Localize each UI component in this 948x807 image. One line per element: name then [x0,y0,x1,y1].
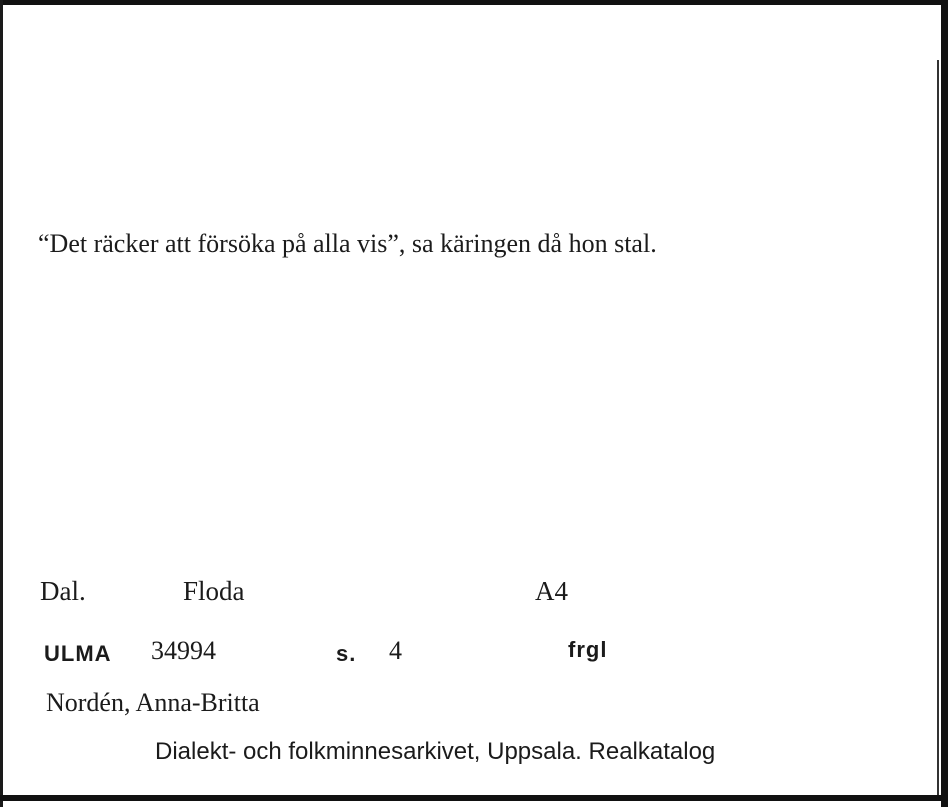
card-border-left [0,0,3,807]
page-number: 4 [389,636,402,665]
region-label: Dal. [40,576,86,606]
archive-number: 34994 [151,636,216,665]
card-border-right-inner [937,60,939,800]
archive-label: ULMA [44,641,112,666]
category-label: frgl [568,637,608,662]
collector-name: Nordén, Anna-Britta [46,688,260,717]
proverb-text: “Det räcker att försöka på alla vis”, sa käringen då hon stal. [38,229,657,258]
page-label: s. [336,641,357,666]
archive-footer: Dialekt- och folkminnesarkivet, Uppsala. Realkatalog [155,738,716,765]
card-border-right [941,0,948,807]
card-border-top [0,0,948,5]
card-border-bottom [0,795,948,801]
catalog-code: A4 [535,576,568,606]
place-label: Floda [183,576,245,606]
